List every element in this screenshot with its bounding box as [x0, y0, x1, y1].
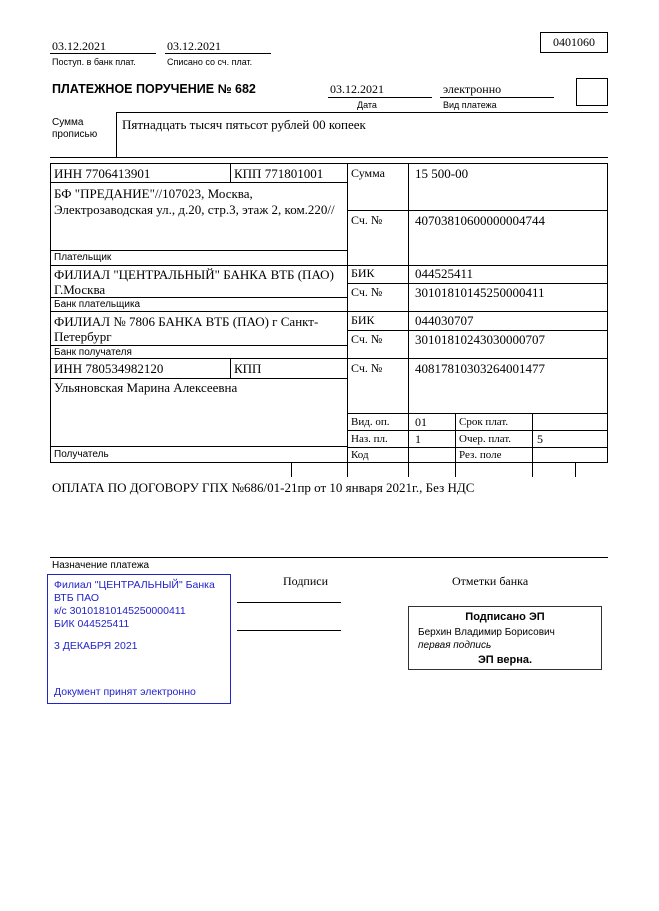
- column-tick: [455, 462, 456, 477]
- payee-bank-account-label: Сч. №: [351, 332, 383, 346]
- table-line: [50, 297, 347, 298]
- table-line: [347, 283, 608, 284]
- ep-verdict: ЭП верна.: [477, 654, 533, 666]
- amount-words-top-border: [116, 112, 608, 113]
- payer-bank-bik: 044525411: [415, 266, 474, 281]
- status-box: [576, 78, 608, 106]
- column-tick: [291, 462, 292, 477]
- purpose-bottom-border: [50, 557, 608, 558]
- payee-account-value: 40817810303264001477: [415, 361, 545, 376]
- payee-bank-name: ФИЛИАЛ № 7806 БАНКА ВТБ (ПАО) г Санкт-Петербург: [54, 314, 319, 344]
- table-line: [50, 345, 347, 346]
- payee-bank-account: 30101810243030000707: [415, 332, 545, 347]
- table-line: [50, 358, 608, 359]
- payee-bank-bik-label: БИК: [351, 313, 375, 327]
- rez-pole-label: Рез. поле: [459, 449, 502, 461]
- debited-date: 03.12.2021: [167, 39, 221, 53]
- payee-label: Получатель: [54, 449, 109, 460]
- payee-name: Ульяновская Марина Алексеевна: [54, 380, 238, 395]
- table-line: [347, 210, 608, 211]
- document-date-underline: [328, 97, 432, 98]
- payer-account-label: Сч. №: [351, 213, 383, 227]
- ep-title: Подписано ЭП: [465, 611, 545, 623]
- amount-label: Сумма: [351, 166, 385, 180]
- payment-kind-label: Вид платежа: [443, 100, 497, 110]
- naz-pl-label: Наз. пл.: [351, 433, 388, 445]
- table-line: [50, 378, 347, 379]
- debited-date-label: Списано со сч. плат.: [167, 57, 253, 67]
- stamp-line: Филиал "ЦЕНТРАЛЬНЫЙ" Банка: [54, 579, 215, 591]
- purpose-text: ОПЛАТА ПО ДОГОВОРУ ГПХ №686/01-21пр от 10 января 2021г., Без НДС: [52, 480, 475, 495]
- table-label-divider: [408, 163, 409, 462]
- stamp-date: 3 ДЕКАБРЯ 2021: [54, 640, 138, 652]
- column-tick: [408, 462, 409, 477]
- signatures-header: Подписи: [283, 574, 329, 588]
- purpose-label: Назначение платежа: [52, 560, 150, 571]
- payee-kpp-label: КПП: [234, 361, 262, 376]
- table-column-divider: [347, 163, 348, 462]
- payer-label: Плательщик: [54, 252, 112, 263]
- amount-words-text: Пятнадцать тысяч пятьсот рублей 00 копеек: [122, 117, 366, 132]
- amount-words-bottom-border: [50, 157, 608, 158]
- stamp-line: к/с 30101810145250000411: [54, 605, 186, 617]
- payer-bank-label: Банк плательщика: [54, 299, 141, 310]
- payer-kpp: КПП 771801001: [234, 166, 324, 181]
- payee-bank-bik: 044030707: [415, 313, 474, 328]
- payer-name: БФ "ПРЕДАНИЕ"//107023, Москва, Электрозаводская ул., д.20, стр.3, этаж 2, ком.220//: [54, 186, 335, 217]
- ocher-plat-label: Очер. плат.: [459, 433, 512, 445]
- amount-words-label: Сумма прописью: [52, 117, 98, 140]
- debited-date-underline: [165, 53, 271, 54]
- column-tick: [347, 462, 348, 477]
- table-line: [347, 430, 608, 431]
- ep-signature-stamp: [408, 606, 602, 670]
- bank-marks-header: Отметки банка: [452, 574, 529, 588]
- payer-bank-bik-label: БИК: [351, 266, 375, 280]
- ops-table-divider: [455, 413, 456, 462]
- vid-op-value: 01: [415, 415, 427, 429]
- document-date: 03.12.2021: [330, 82, 384, 96]
- table-line: [347, 330, 608, 331]
- naz-pl-value: 1: [415, 432, 421, 446]
- received-date-label: Поступ. в банк плат.: [52, 57, 136, 67]
- payer-bank-account-label: Сч. №: [351, 285, 383, 299]
- ops-table-divider: [532, 413, 533, 462]
- form-code-box: 0401060: [540, 32, 608, 53]
- stamp-line: ВТБ ПАО: [54, 592, 100, 604]
- payer-account-value: 40703810600000004744: [415, 213, 545, 228]
- table-line: [50, 182, 347, 183]
- ep-signature-role: первая подпись: [418, 640, 492, 651]
- signature-line-2: [237, 630, 341, 631]
- inn-kpp-divider: [230, 163, 231, 182]
- stamp-spacer: [54, 653, 224, 686]
- payee-inn: ИНН 780534982120: [54, 361, 164, 376]
- received-date-underline: [50, 53, 156, 54]
- payee-bank-label: Банк получателя: [54, 347, 132, 358]
- ep-signer-name: Берхин Владимир Борисович: [418, 627, 555, 638]
- payer-bank-account: 30101810145250000411: [415, 285, 545, 300]
- payee-account-label: Сч. №: [351, 361, 383, 375]
- column-tick: [575, 462, 576, 477]
- vid-op-label: Вид. оп.: [351, 416, 390, 428]
- document-title: ПЛАТЕЖНОЕ ПОРУЧЕНИЕ № 682: [52, 82, 256, 96]
- signature-line-1: [237, 602, 341, 603]
- table-line: [347, 447, 608, 448]
- table-line: [50, 265, 608, 266]
- inn-kpp-divider: [230, 358, 231, 378]
- table-line: [50, 311, 608, 312]
- amount-value: 15 500-00: [415, 166, 469, 181]
- bank-stamp: [47, 574, 231, 704]
- document-date-label: Дата: [357, 100, 377, 110]
- column-tick: [532, 462, 533, 477]
- table-line: [347, 413, 608, 414]
- payment-kind: электронно: [443, 82, 502, 96]
- payer-inn: ИНН 7706413901: [54, 166, 151, 181]
- srok-plat-label: Срок плат.: [459, 416, 509, 428]
- kod-label: Код: [351, 449, 369, 461]
- amount-words-left-border: [116, 112, 117, 157]
- payment-kind-underline: [440, 97, 554, 98]
- stamp-accepted-line: Документ принят электронно: [54, 686, 196, 698]
- stamp-line: БИК 044525411: [54, 618, 130, 630]
- received-date: 03.12.2021: [52, 39, 106, 53]
- ocher-plat-value: 5: [537, 432, 543, 446]
- payer-bank-name: ФИЛИАЛ "ЦЕНТРАЛЬНЫЙ" БАНКА ВТБ (ПАО) Г.Москва: [54, 267, 334, 297]
- table-line: [50, 446, 347, 447]
- stamp-spacer: [54, 631, 224, 640]
- table-line: [50, 250, 347, 251]
